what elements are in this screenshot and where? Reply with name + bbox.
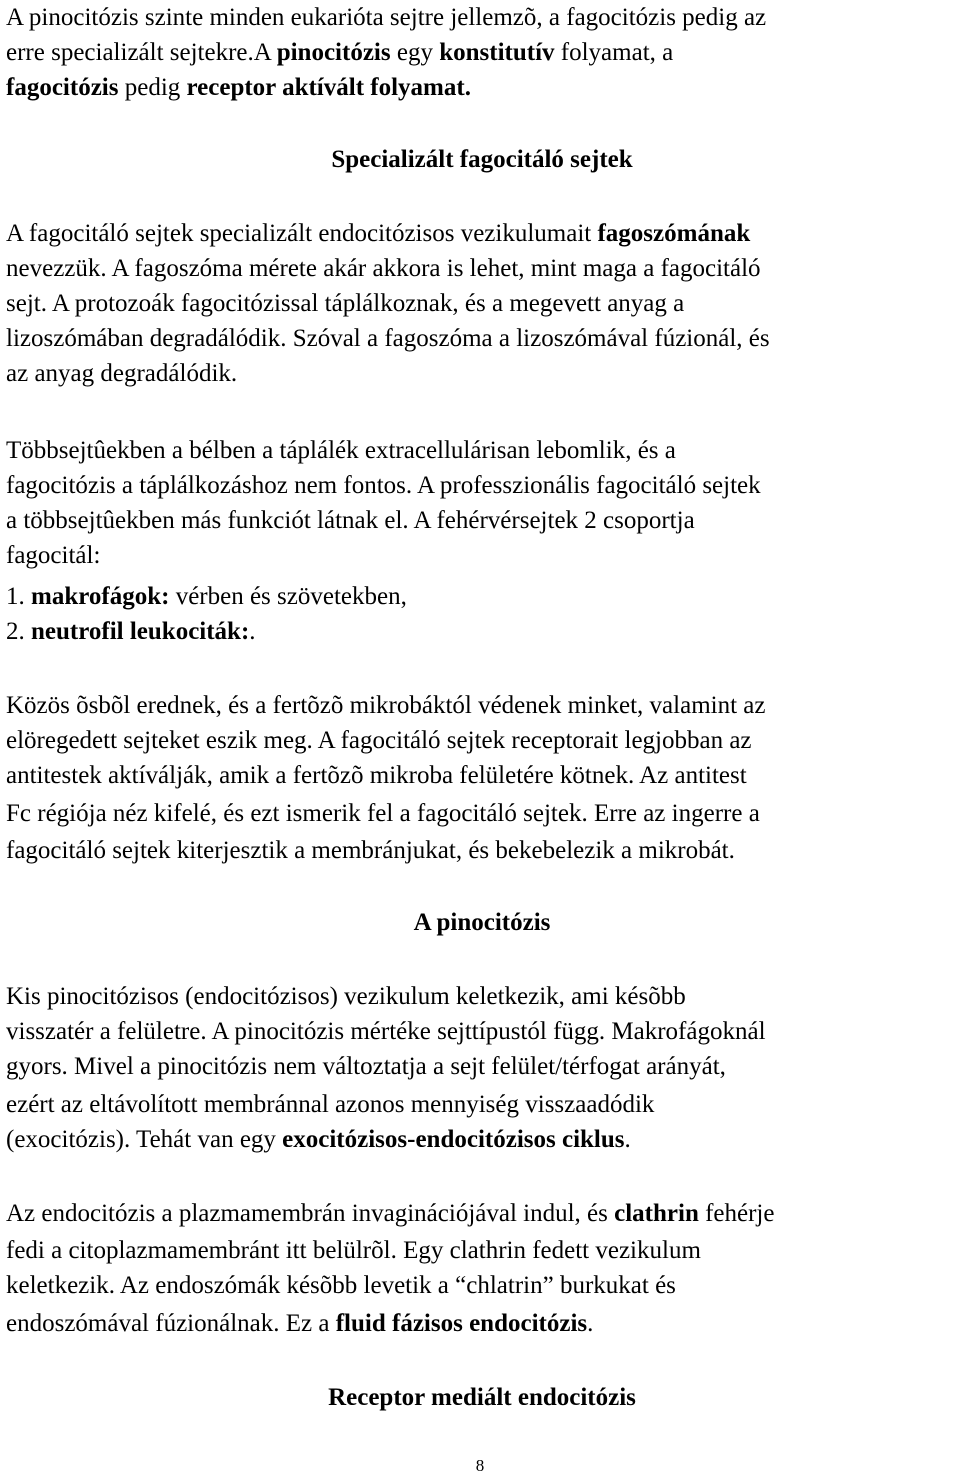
paragraph-5-line-5 [6,1122,631,1158]
paragraph-1-line-3 [6,70,471,106]
paragraph-3-line-4: fagocitál: [6,542,101,569]
paragraph-5-line-4: ezért az eltávolított membránnal azonos mennyiség visszaadódik [6,1091,655,1118]
paragraph-4-line-2: elöregedett sejteket eszik meg. A fagocitáló sejtek receptorait legjobban az [6,727,752,754]
list-item-2 [6,614,256,650]
text: Az endocitózis a plazmamembrán invaginációjával indul, és [6,1200,615,1227]
paragraph-5-line-3: gyors. Mivel a pinocitózis nem változtatja a sejt felület/térfogat arányát, [6,1053,726,1080]
paragraph-6-line-3: keletkezik. Az endoszómák késõbb levetik a “chlatrin” burkukat és [6,1272,676,1299]
paragraph-1-line-1: A pinocitózis szinte minden eukarióta sejtre jellemzõ, a fagocitózis pedig az [6,4,767,31]
bold-term: receptor aktívált folyamat. [186,74,471,101]
text: pedig [118,74,187,101]
bold-term: fluid fázisos endocitózis [335,1310,588,1337]
bold-term: pinocitózis [276,39,391,66]
section-heading-receptor-mediated-endocytosis: Receptor mediált endocitózis [328,1384,636,1411]
paragraph-3-line-3: a többsejtûekben más funkciót látnak el. A fehérvérsejtek 2 csoportja [6,507,695,534]
paragraph-3-line-2: fagocitózis a táplálkozáshoz nem fontos. A professzionális fagocitáló sejtek [6,472,761,499]
paragraph-4-line-5: fagocitáló sejtek kiterjesztik a membránjukat, és bekebelezik a mikrobát. [6,837,735,864]
paragraph-5-line-1: Kis pinocitózisos (endocitózisos) vezikulum keletkezik, ami késõbb [6,983,686,1010]
list-item-1 [6,579,407,615]
text: . [587,1310,594,1337]
paragraph-5-line-2: visszatér a felületre. A pinocitózis mértéke sejttípustól függ. Makrofágoknál [6,1018,766,1045]
bold-term: fagoszómának [597,220,751,247]
text: fehérje [698,1200,775,1227]
text: erre specializált sejtekre.A [6,39,277,66]
text: . [624,1126,631,1153]
paragraph-6-line-1 [6,1196,774,1232]
text: vérben és szövetekben, [169,583,407,610]
section-heading-pinocytosis: A pinocitózis [413,909,551,936]
text: endoszómával fúzionálnak. Ez a [6,1310,336,1337]
paragraph-4-line-1: Közös õsbõl erednek, és a fertõzõ mikrobáktól védenek minket, valamint az [6,692,766,719]
paragraph-3-line-1: Többsejtûekben a bélben a táplálék extracellulárisan lebomlik, és a [6,437,676,464]
text: A fagocitáló sejtek specializált endocitózisos vezikulumait [6,220,598,247]
text: egy [390,39,440,66]
paragraph-4-line-3: antitestek aktíválják, amik a fertõzõ mikroba felületére kötnek. Az antitest [6,762,747,789]
text: . [249,618,256,645]
paragraph-2-line-2: nevezzük. A fagoszóma mérete akár akkora is lehet, mint maga a fagocitáló [6,255,761,282]
list-number: 1. [6,583,31,610]
bold-term: konstitutív [439,39,555,66]
bold-term: makrofágok: [31,583,170,610]
page-number: 8 [475,1456,485,1475]
paragraph-2-line-4: lizoszómában degradálódik. Szóval a fagoszóma a lizoszómával fúzionál, és [6,325,770,352]
bold-term: exocitózisos-endocitózisos ciklus [282,1126,625,1153]
text: folyamat, a [554,39,674,66]
bold-term: clathrin [614,1200,699,1227]
list-number: 2. [6,618,31,645]
section-heading-specialized-phagocytes: Specializált fagocitáló sejtek [331,146,633,173]
paragraph-6-line-4 [6,1306,593,1342]
paragraph-2-line-5: az anyag degradálódik. [6,360,238,387]
paragraph-4-line-4: Fc régiója néz kifelé, és ezt ismerik fel a fagocitáló sejtek. Erre az ingerre a [6,800,760,827]
text: (exocitózis). Tehát van egy [6,1126,283,1153]
paragraph-1-line-2 [6,35,673,71]
bold-term: fagocitózis [6,74,119,101]
paragraph-2-line-3: sejt. A protozoák fagocitózissal táplálkoznak, és a megevett anyag a [6,290,685,317]
paragraph-2-line-1 [6,216,750,252]
paragraph-6-line-2: fedi a citoplazmamembránt itt belülrõl. Egy clathrin fedett vezikulum [6,1237,701,1264]
bold-term: neutrofil leukociták: [31,618,250,645]
